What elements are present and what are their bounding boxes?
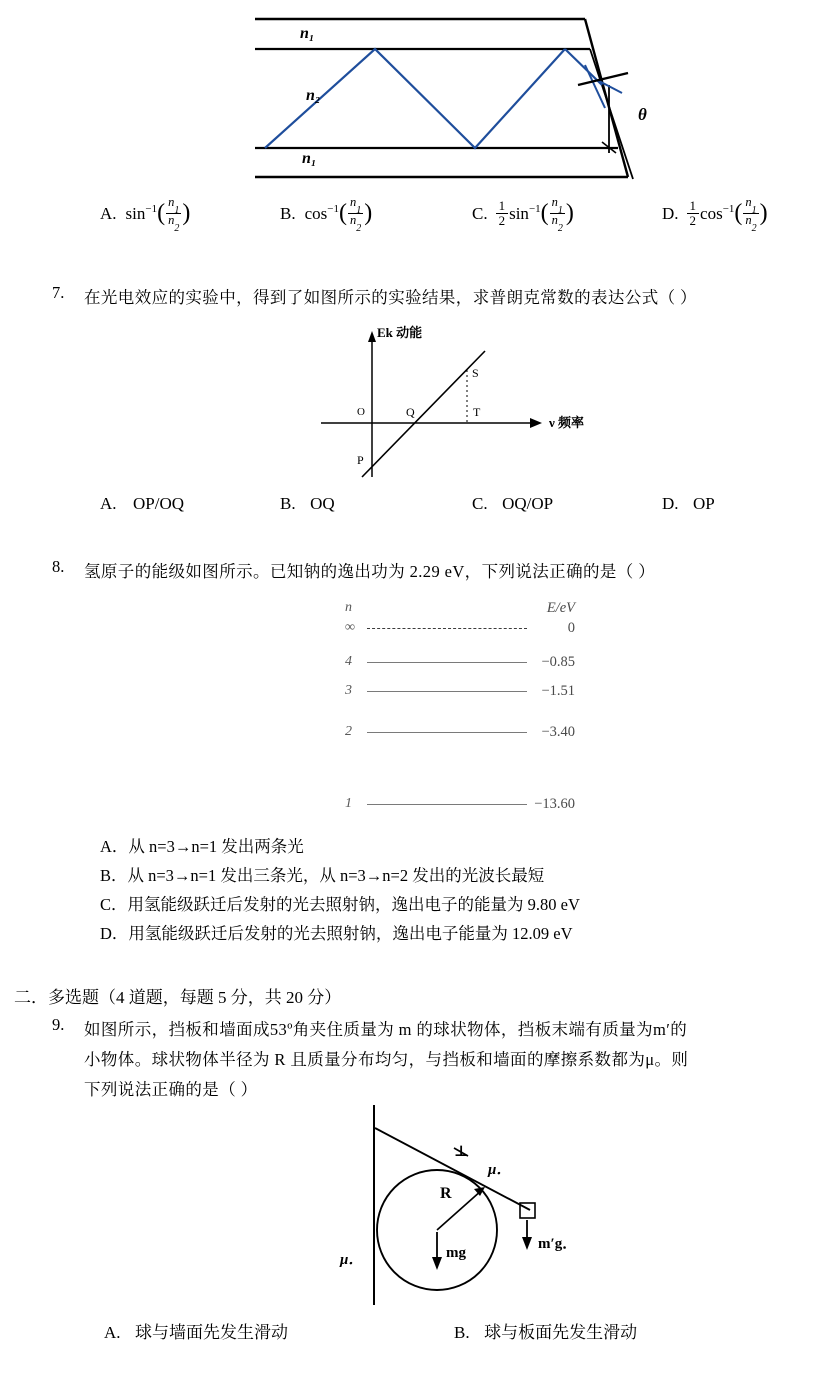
energy-header-e: E/eV	[546, 600, 575, 616]
graph-point-s: S	[472, 366, 479, 380]
q7-option-d[interactable]: D. OP	[662, 494, 715, 513]
energy-level-line	[367, 804, 527, 805]
q6-option-b-sup: −1	[327, 202, 339, 215]
q6-option-d-sup: −1	[722, 202, 735, 215]
q9-option-b[interactable]: B. 球与板面先发生滑动	[454, 1323, 638, 1342]
q6-option-c-half: $\frac{1}{2}$	[496, 199, 509, 229]
q6-option-d-fraction: $\frac{n_1}{n_2}$	[745, 195, 757, 234]
ball-board-label-mg: mg	[446, 1245, 466, 1261]
q7-options	[100, 494, 800, 514]
section-2-heading: 二．多选题（4 道题，每题 5 分，共 20 分）	[14, 988, 342, 1007]
energy-level-value: −13.60	[534, 796, 575, 812]
ball-board-label-perp: ⊥	[454, 1144, 469, 1160]
energy-level-line	[367, 662, 527, 663]
figure-ball-board	[330, 1100, 620, 1320]
q9-option-a[interactable]: A. 球与墙面先发生滑动	[104, 1323, 289, 1342]
figure-label-n1-top: n₁	[300, 25, 315, 42]
energy-header-n: n	[345, 600, 352, 615]
q9-line-3: 下列说法正确的是（ ）	[84, 1080, 258, 1099]
q6-option-d-half: $\frac{1}{2}$	[687, 199, 700, 229]
q6-option-b-func: cos	[304, 203, 328, 223]
figure-label-n2: n₂	[306, 87, 321, 104]
q7-option-a[interactable]: A. OP/OQ	[100, 494, 185, 513]
energy-level-n: 4	[345, 654, 352, 669]
q6-option-a[interactable]: A. sin −1 ( $\frac{n_1}{n_2}$ )	[100, 195, 191, 234]
graph-point-q: Q	[406, 405, 415, 419]
q6-option-b-fraction: $\frac{n_1}{n_2}$	[349, 195, 362, 234]
q7-option-c[interactable]: C. OQ/OP	[472, 494, 554, 513]
q8-option-b[interactable]: B．从 n=3→n=1 发出三条光，从 n=3→n=2 发出的光波长最短	[100, 866, 545, 885]
q7-text: 在光电效应的实验中，得到了如图所示的实验结果，求普朗克常数的表达公式（ ）	[84, 288, 697, 307]
q6-option-b-letter: B.	[280, 203, 296, 223]
energy-level-value: −1.51	[541, 683, 575, 699]
q6-option-c-fraction: $\frac{n_1}{n_2}$	[551, 195, 563, 234]
photoelectric-graph-svg	[305, 322, 635, 487]
figure-photoelectric-graph	[305, 322, 635, 487]
ball-board-label-mu-board: μ．	[488, 1162, 512, 1178]
q6-options	[100, 196, 810, 232]
q9-number: 9.	[52, 1015, 65, 1034]
q9-options	[104, 1318, 804, 1343]
q6-option-a-sup: −1	[145, 202, 158, 215]
q6-option-c-letter: C.	[472, 203, 488, 223]
q8-options	[100, 832, 800, 948]
q8-number: 8.	[52, 557, 65, 576]
energy-level-n: 2	[345, 724, 352, 739]
q6-option-d-letter: D.	[662, 203, 679, 223]
graph-y-axis-label: Ek 动能	[377, 325, 423, 340]
ball-board-svg	[330, 1100, 620, 1320]
q8-option-c[interactable]: C．用氢能级跃迁后发射的光去照射钠，逸出电子的能量为 9.80 eV	[100, 895, 580, 914]
figure-energy-levels	[345, 600, 575, 815]
graph-point-t: T	[473, 405, 481, 419]
q6-option-a-letter: A.	[100, 203, 117, 223]
q7-option-b-label: OQ	[310, 494, 335, 513]
energy-level-line	[367, 691, 527, 692]
energy-level-n: ∞	[345, 620, 355, 635]
ball-board-label-mu-wall: μ．	[340, 1252, 364, 1268]
energy-level-n: 3	[345, 683, 352, 698]
q9-option-b-label: 球与板面先发生滑动	[484, 1323, 638, 1342]
energy-level-n: 1	[345, 796, 352, 811]
q6-option-a-func: sin	[125, 203, 146, 223]
energy-level-value: −3.40	[541, 724, 575, 740]
figure-label-theta: θ	[638, 105, 647, 124]
graph-x-axis-label: ν 频率	[549, 415, 585, 430]
q7-option-d-label: OP	[693, 494, 715, 513]
q8-option-a[interactable]: A．从 n=3→n=1 发出两条光	[100, 837, 304, 856]
q6-option-d[interactable]: D. $\frac{1}{2}$ cos −1 ( $\frac{n_1}{n_2}$ )	[662, 195, 768, 234]
q6-option-d-func: cos	[700, 203, 723, 223]
q8-text: 氢原子的能级如图所示。已知钠的逸出功为 2.29 eV，下列说法正确的是（ ）	[84, 562, 656, 581]
q9-option-a-label: 球与墙面先发生滑动	[135, 1323, 289, 1342]
figure-label-n1-bottom: n₁	[302, 150, 317, 167]
energy-level-line	[367, 628, 527, 629]
energy-level-value: 0	[567, 620, 575, 636]
q6-option-c-func: sin	[509, 203, 529, 223]
ball-board-label-radius: R	[440, 1185, 452, 1202]
q6-option-b[interactable]: B. cos −1 ( $\frac{n_1}{n_2}$ )	[280, 195, 373, 234]
q9-line-1: 如图所示，挡板和墙面成53º角夹住质量为 m 的球状物体，挡板末端有质量为m′的	[84, 1020, 688, 1039]
energy-level-value: −0.85	[541, 654, 575, 670]
graph-point-o: O	[357, 406, 365, 418]
q9-line-2: 小物体。球状物体半径为 R 且质量分布均匀，与挡板和墙面的摩擦系数都为μ。则	[84, 1050, 689, 1069]
q7-option-a-label: OP/OQ	[133, 494, 185, 513]
q6-option-c-sup: −1	[528, 202, 541, 215]
energy-level-line	[367, 732, 527, 733]
q7-option-b[interactable]: B. OQ	[280, 494, 335, 513]
graph-point-p: P	[357, 453, 364, 467]
q7-number: 7.	[52, 283, 65, 302]
q6-option-c[interactable]: C. $\frac{1}{2}$ sin −1 ( $\frac{n_1}{n_2}$ )	[472, 195, 574, 234]
q7-option-c-label: OQ/OP	[502, 494, 554, 513]
figure-optical-fiber	[250, 5, 650, 185]
ball-board-label-mprime-g: m′g．	[538, 1236, 578, 1252]
q6-option-a-fraction: $\frac{n_1}{n_2}$	[168, 195, 180, 234]
q8-option-d[interactable]: D．用氢能级跃迁后发射的光去照射钠，逸出电子能量为 12.09 eV	[100, 924, 573, 943]
